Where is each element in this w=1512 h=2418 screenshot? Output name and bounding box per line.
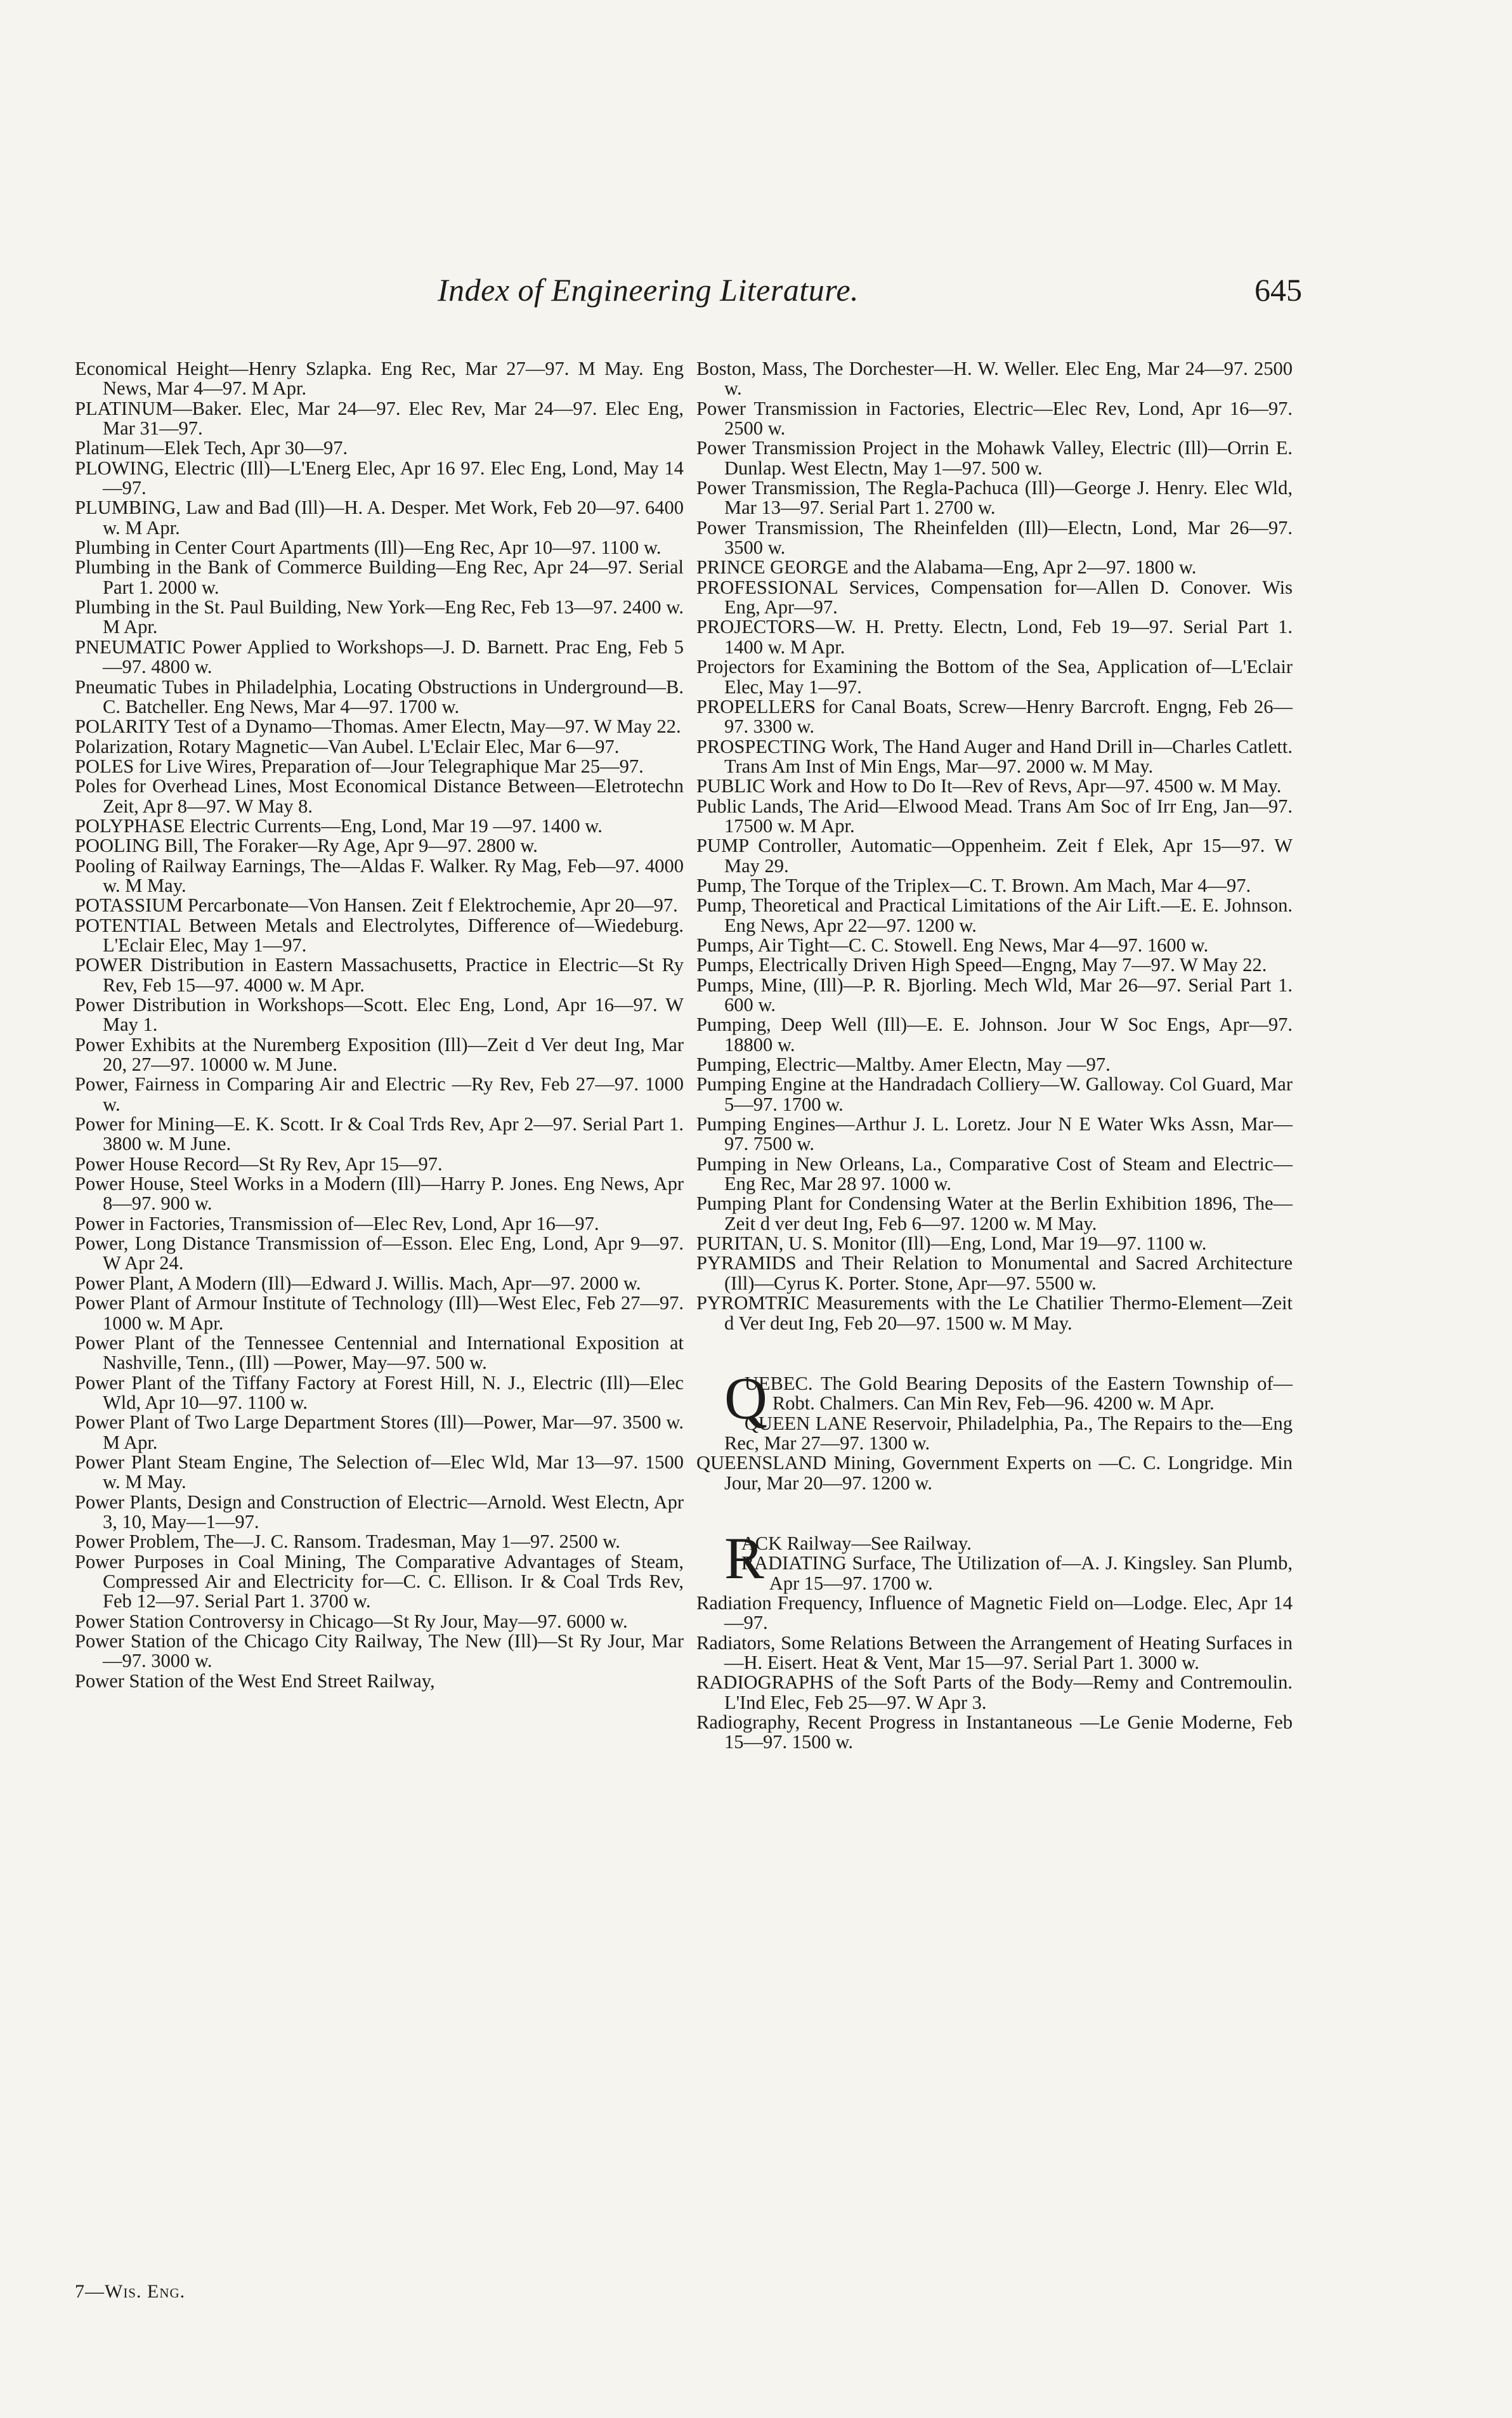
index-entry: Power Problem, The—J. C. Ransom. Tradesman, May 1—97. 2500 w.: [75, 1531, 620, 1553]
index-entry: Power Station of the West End Street Railway,: [75, 1670, 435, 1692]
index-entry: Power, Long Distance Transmission of—Esson. Elec Eng, Lond, Apr 9—97. W Apr 24.: [75, 1232, 684, 1274]
entry-text: UEBEC. The Gold Bearing Deposits of the Eastern Township of—Robt. Chalmers. Can Min Rev, Feb—96. 4200 w. M Apr.: [744, 1372, 1293, 1415]
index-entry: POTASSIUM Percarbonate—Von Hansen. Zeit f Elektrochemie, Apr 20—97.: [75, 894, 678, 917]
index-entry: POLES for Live Wires, Preparation of—Jour Telegraphique Mar 25—97.: [75, 755, 644, 777]
index-entry: Power Station of the Chicago City Railway, The New (Ill)—St Ry Jour, Mar—97. 3000 w.: [75, 1630, 684, 1672]
section-q: [696, 1365, 1293, 1494]
index-entry: Power Transmission, The Rheinfelden (Ill)—Electn, Lond, Mar 26—97. 3500 w.: [696, 516, 1293, 559]
index-entry: [696, 1365, 1293, 1432]
index-entry: Power Transmission Project in the Mohawk Valley, Electric (Ill)—Orrin E. Dunlap. West Electn, May 1—97. 500 w.: [696, 437, 1293, 479]
index-entry: POLYPHASE Electric Currents—Eng, Lond, Mar 19 —97. 1400 w.: [75, 814, 603, 837]
index-entry: Plumbing in the St. Paul Building, New York—Eng Rec, Feb 13—97. 2400 w. M Apr.: [75, 596, 684, 638]
index-entry: Power Plant, A Modern (Ill)—Edward J. Willis. Mach, Apr—97. 2000 w.: [75, 1272, 641, 1294]
index-entry: Power Plant of Two Large Department Stores (Ill)—Power, Mar—97. 3500 w. M Apr.: [75, 1411, 684, 1453]
section-r: [696, 1525, 1293, 1753]
section-r-entries: [696, 1553, 1293, 1752]
index-entry: PLOWING, Electric (Ill)—L'Energ Elec, Apr 16 97. Elec Eng, Lond, May 14—97.: [75, 457, 684, 499]
index-entry: POTENTIAL Between Metals and Electrolytes, Difference of—Wiedeburg. L'Eclair Elec, May 1—97.: [75, 914, 684, 956]
index-entry: Power House Record—St Ry Rev, Apr 15—97.: [75, 1153, 443, 1175]
index-entry: Pneumatic Tubes in Philadelphia, Locating Obstructions in Underground—B. C. Batcheller. Eng News, Mar 4—97. 1700 w.: [75, 676, 684, 717]
index-entry: POOLING Bill, The Foraker—Ry Age, Apr 9—97. 2800 w.: [75, 835, 538, 857]
index-entry: Pumps, Electrically Driven High Speed—Engng, May 7—97. W May 22.: [696, 954, 1267, 976]
index-entry: Power, Fairness in Comparing Air and Electric —Ry Rev, Feb 27—97. 1000 w.: [75, 1073, 684, 1115]
index-entry: Pooling of Railway Earnings, The—Aldas F. Walker. Ry Mag, Feb—97. 4000 w. M May.: [75, 854, 684, 896]
index-entry: Power for Mining—E. K. Scott. Ir & Coal Trds Rev, Apr 2—97. Serial Part 1. 3800 w. M June.: [75, 1113, 684, 1155]
index-entry: Projectors for Examining the Bottom of the Sea, Application of—L'Eclair Elec, May 1—97.: [696, 656, 1293, 698]
index-entry: PRINCE GEORGE and the Alabama—Eng, Apr 2—97. 1800 w.: [696, 556, 1197, 578]
index-entry: PROPELLERS for Canal Boats, Screw—Henry Barcroft. Engng, Feb 26—97. 3300 w.: [696, 695, 1293, 738]
index-entry: Pumping Plant for Condensing Water at the Berlin Exhibition 1896, The—Zeit d ver deut Ing, Feb 6—97. 1200 w. M May.: [696, 1193, 1293, 1234]
index-entry: Public Lands, The Arid—Elwood Mead. Trans Am Soc of Irr Eng, Jan—97. 17500 w. M Apr.: [696, 795, 1293, 837]
index-entry: Poles for Overhead Lines, Most Economical Distance Between—Eletrotechn Zeit, Apr 8—97. W May 8.: [75, 775, 684, 817]
index-entry: Power in Factories, Transmission of—Elec Rev, Lond, Apr 16—97.: [75, 1212, 599, 1234]
index-entry: PUMP Controller, Automatic—Oppenheim. Zeit f Elek, Apr 15—97. W May 29.: [696, 835, 1293, 877]
index-entry: Pumps, Air Tight—C. C. Stowell. Eng News, Mar 4—97. 1600 w.: [696, 934, 1209, 956]
running-title: Index of Engineering Literature.: [438, 272, 859, 308]
page-header: [0, 271, 1512, 322]
dropcap-q: Q: [724, 1365, 767, 1432]
index-entry: PURITAN, U. S. Monitor (Ill)—Eng, Lond, Mar 19—97. 1100 w.: [696, 1232, 1207, 1255]
index-entry: Power Distribution in Workshops—Scott. Elec Eng, Lond, Apr 16—97. W May 1.: [75, 994, 684, 1036]
index-entry: PROSPECTING Work, The Hand Auger and Hand Drill in—Charles Catlett. Trans Am Inst of Min Engs, Mar—97. 2000 w. M May.: [696, 735, 1293, 777]
index-entry: Power Plant of the Tennessee Centennial and International Exposition at Nashville, Tenn., (Ill) —Power, May—97. 500 w.: [75, 1331, 684, 1374]
index-entry: PROJECTORS—W. H. Pretty. Electn, Lond, Feb 19—97. Serial Part 1. 1400 w. M Apr.: [696, 616, 1293, 658]
index-entry: Radiators, Some Relations Between the Arrangement of Heating Surfaces in—H. Eisert. Heat & Vent, Mar 15—97. Serial Part 1. 3000 w.: [696, 1631, 1293, 1673]
index-entry: Pump, The Torque of the Triplex—C. T. Brown. Am Mach, Mar 4—97.: [696, 874, 1251, 896]
index-entry: Pumping Engine at the Handradach Colliery—W. Galloway. Col Guard, Mar 5—97. 1700 w.: [696, 1073, 1293, 1115]
index-entry: Power House, Steel Works in a Modern (Ill)—Harry P. Jones. Eng News, Apr 8—97. 900 w.: [75, 1173, 684, 1215]
index-entry: Plumbing in the Bank of Commerce Building—Eng Rec, Apr 24—97. Serial Part 1. 2000 w.: [75, 556, 684, 598]
entry-text: ACK Railway—See Railway.: [741, 1532, 972, 1554]
page-number: 645: [1255, 272, 1302, 308]
left-column: [75, 359, 684, 1691]
index-entry: Power Purposes in Coal Mining, The Comparative Advantages of Steam, Compressed Air and Electricity for—C. C. Ellison. Ir & Coal Trds Rev, Feb 12—97. Serial Part 1. 3700 w.: [75, 1550, 684, 1612]
index-entry: RADIATING Surface, The Utilization of—A. J. Kingsley. San Plumb, Apr 15—97. 1700 w.: [741, 1552, 1293, 1594]
index-entry: RADIOGRAPHS of the Soft Parts of the Body—Remy and Contremoulin. L'Ind Elec, Feb 25—97. W Apr 3.: [696, 1671, 1293, 1713]
index-entry: Power Transmission in Factories, Electric—Elec Rev, Lond, Apr 16—97. 2500 w.: [696, 397, 1293, 440]
right-column: [696, 359, 1293, 1753]
signature-mark: 7—Wis. Eng.: [75, 2281, 186, 2302]
index-entry: Radiation Frequency, Influence of Magnetic Field on—Lodge. Elec, Apr 14—97.: [696, 1591, 1293, 1634]
index-entry: Power Plants, Design and Construction of Electric—Arnold. West Electn, Apr 3, 10, May—1—97.: [75, 1491, 684, 1532]
index-entry: Pumping, Deep Well (Ill)—E. E. Johnson. Jour W Soc Engs, Apr—97. 18800 w.: [696, 1014, 1293, 1055]
index-entry: POLARITY Test of a Dynamo—Thomas. Amer Electn, May—97. W May 22.: [75, 716, 681, 738]
index-entry: Power Plant of the Tiffany Factory at Forest Hill, N. J., Electric (Ill)—Elec Wld, Apr 10—97. 1100 w.: [75, 1371, 684, 1413]
index-entry: PLATINUM—Baker. Elec, Mar 24—97. Elec Rev, Mar 24—97. Elec Eng, Mar 31—97.: [75, 397, 684, 440]
index-entry: Economical Height—Henry Szlapka. Eng Rec, Mar 27—97. M May. Eng News, Mar 4—97. M Apr.: [75, 358, 684, 400]
index-entry: Power Plant of Armour Institute of Technology (Ill)—West Elec, Feb 27—97. 1000 w. M Apr.: [75, 1292, 684, 1334]
index-entry: PLUMBING, Law and Bad (Ill)—H. A. Desper. Met Work, Feb 20—97. 6400 w. M Apr.: [75, 497, 684, 539]
index-entry: Pumping Engines—Arthur J. L. Loretz. Jour N E Water Wks Assn, Mar—97. 7500 w.: [696, 1113, 1293, 1155]
index-entry: Plumbing in Center Court Apartments (Ill)—Eng Rec, Apr 10—97. 1100 w.: [75, 537, 662, 559]
index-entry: Pumping, Electric—Maltby. Amer Electn, May —97.: [696, 1054, 1111, 1076]
index-entry: PUBLIC Work and How to Do It—Rev of Revs, Apr—97. 4500 w. M May.: [696, 775, 1282, 797]
index-entry: Pump, Theoretical and Practical Limitations of the Air Lift.—E. E. Johnson. Eng News, Apr 22—97. 1200 w.: [696, 894, 1293, 936]
index-entry: PYRAMIDS and Their Relation to Monumental and Sacred Architecture (Ill)—Cyrus K. Porter. Stone, Apr—97. 5500 w.: [696, 1252, 1293, 1294]
index-entry: Power Exhibits at the Nuremberg Exposition (Ill)—Zeit d Ver deut Ing, Mar 20, 27—97. 10000 w. M June.: [75, 1033, 684, 1076]
index-entry: QUEEN LANE Reservoir, Philadelphia, Pa., The Repairs to the—Eng Rec, Mar 27—97. 1300 w.: [724, 1412, 1293, 1454]
index-entry: Pumping in New Orleans, La., Comparative Cost of Steam and Electric—Eng Rec, Mar 28 97. 1000 w.: [696, 1153, 1293, 1195]
index-entry: Power Plant Steam Engine, The Selection of—Elec Wld, Mar 13—97. 1500 w. M May.: [75, 1451, 684, 1493]
index-entry: Pumps, Mine, (Ill)—P. R. Bjorling. Mech Wld, Mar 26—97. Serial Part 1. 600 w.: [696, 974, 1293, 1016]
index-entry: PYROMTRIC Measurements with the Le Chatilier Thermo-Element—Zeit d Ver deut Ing, Feb 20—97. 1500 w. M May.: [696, 1292, 1293, 1334]
index-entry: Power Station Controversy in Chicago—St Ry Jour, May—97. 6000 w.: [75, 1610, 628, 1632]
index-entry: PNEUMATIC Power Applied to Workshops—J. D. Barnett. Prac Eng, Feb 5—97. 4800 w.: [75, 636, 684, 678]
index-entry: Power Transmission, The Regla-Pachuca (Ill)—George J. Henry. Elec Wld, Mar 13—97. Serial Part 1. 2700 w.: [696, 477, 1293, 519]
index-entry: QUEENSLAND Mining, Government Experts on —C. C. Longridge. Min Jour, Mar 20—97. 1200 w.: [696, 1452, 1293, 1494]
index-entry: Boston, Mass, The Dorchester—H. W. Weller. Elec Eng, Mar 24—97. 2500 w.: [696, 358, 1293, 400]
section-q-entries: [696, 1414, 1293, 1493]
index-entry: PROFESSIONAL Services, Compensation for—Allen D. Conover. Wis Eng, Apr—97.: [696, 576, 1293, 618]
index-entry: Polarization, Rotary Magnetic—Van Aubel. L'Eclair Elec, Mar 6—97.: [75, 735, 620, 757]
section-p-continued: [696, 359, 1293, 1333]
index-entry: POWER Distribution in Eastern Massachusetts, Practice in Electric—St Ry Rev, Feb 15—97. 4000 w. M Apr.: [75, 954, 684, 996]
dropcap-r: R: [724, 1525, 764, 1591]
index-entry: Radiography, Recent Progress in Instantaneous —Le Genie Moderne, Feb 15—97. 1500 w.: [696, 1711, 1293, 1753]
index-entry: Platinum—Elek Tech, Apr 30—97.: [75, 437, 348, 459]
